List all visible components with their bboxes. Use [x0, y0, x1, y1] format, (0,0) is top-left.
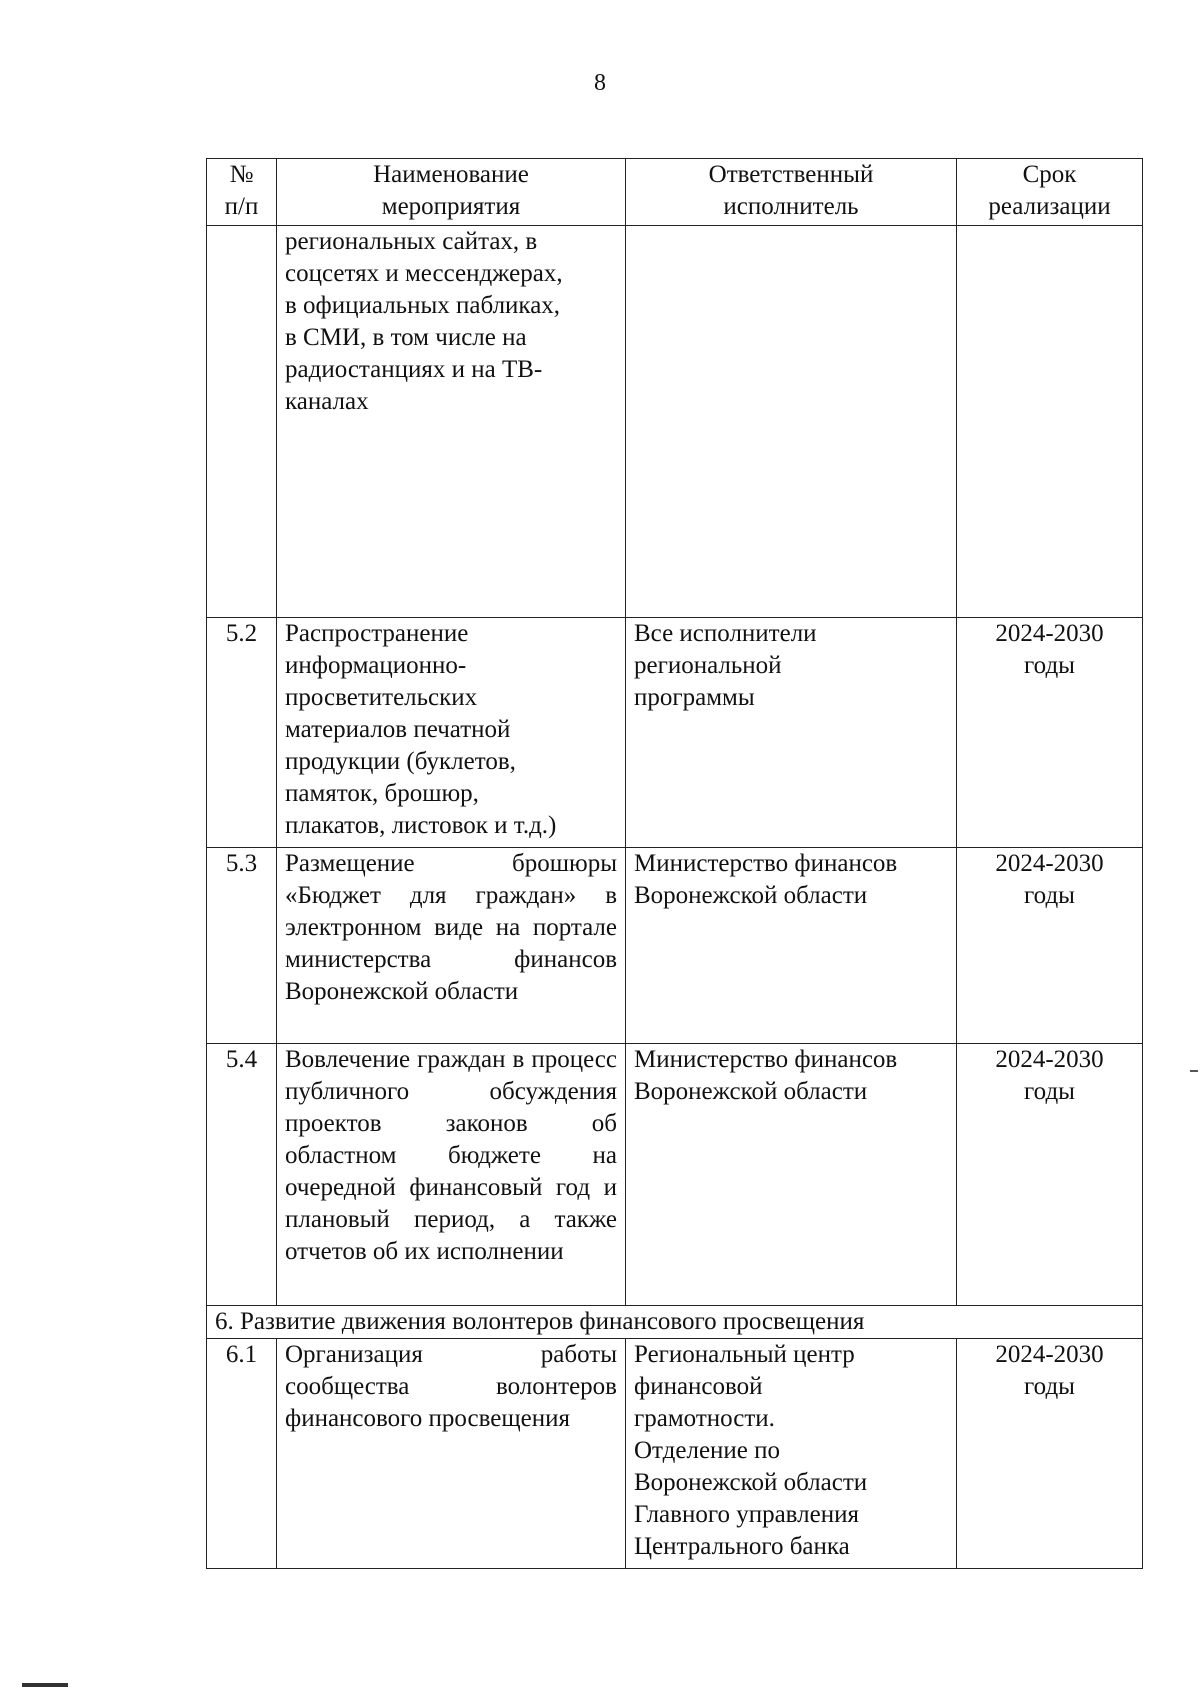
cell-responsible: Министерство финансов Воронежской области [626, 1044, 957, 1306]
cell-name: региональных сайтах, в соцсетях и мессенджерах, в официальных пабликах, в СМИ, в том числе на радиостанциях и на ТВ- каналах [277, 226, 626, 618]
cell-term: 2024-2030 годы [957, 1339, 1143, 1569]
cell-num [207, 226, 277, 618]
table-row-continuation [207, 226, 1143, 618]
cell-responsible: Все исполнители региональной программы [626, 618, 957, 848]
measures-table [206, 158, 1143, 1569]
cell-responsible [626, 226, 957, 618]
header-name: Наименование мероприятия [277, 159, 626, 226]
cell-responsible: Региональный центр финансовой грамотности. Отделение по Воронежской области Главного управления Центрального банка [626, 1339, 957, 1569]
table-row [207, 618, 1143, 848]
cell-term: 2024-2030 годы [957, 618, 1143, 848]
cell-term: 2024-2030 годы [957, 848, 1143, 1044]
table-row [207, 848, 1143, 1044]
section-heading-row [207, 1306, 1143, 1339]
cell-name: Вовлечение граждан в процесс публичного обсуждения проектов законов об областном бюджете на очередной финансовый год и плановый период, а также отчетов об их исполнении [277, 1044, 626, 1306]
cell-name: Организация работы сообщества волонтеров финансового просвещения [277, 1339, 626, 1569]
cell-name: Распространение информационно- просветительских материалов печатной продукции (буклетов, памяток, брошюр, плакатов, листовок и т.д.) [277, 618, 626, 848]
cell-num: 6.1 [207, 1339, 277, 1569]
cell-num: 5.2 [207, 618, 277, 848]
cell-name: Размещение брошюры «Бюджет для граждан» в электронном виде на портале министерства финансов Воронежской области [277, 848, 626, 1044]
table-row [207, 1044, 1143, 1306]
table-header-row [207, 159, 1143, 226]
footer-mark [22, 1683, 68, 1687]
section-heading: 6. Развитие движения волонтеров финансового просвещения [207, 1306, 1143, 1339]
header-term: Срок реализации [957, 159, 1143, 226]
cell-term [957, 226, 1143, 618]
margin-mark [1190, 1070, 1198, 1072]
cell-num: 5.4 [207, 1044, 277, 1306]
header-responsible: Ответственный исполнитель [626, 159, 957, 226]
cell-term: 2024-2030 годы [957, 1044, 1143, 1306]
header-num: № п/п [207, 159, 277, 226]
cell-responsible: Министерство финансов Воронежской области [626, 848, 957, 1044]
table-row [207, 1339, 1143, 1569]
page-number: 8 [594, 70, 606, 96]
cell-num: 5.3 [207, 848, 277, 1044]
